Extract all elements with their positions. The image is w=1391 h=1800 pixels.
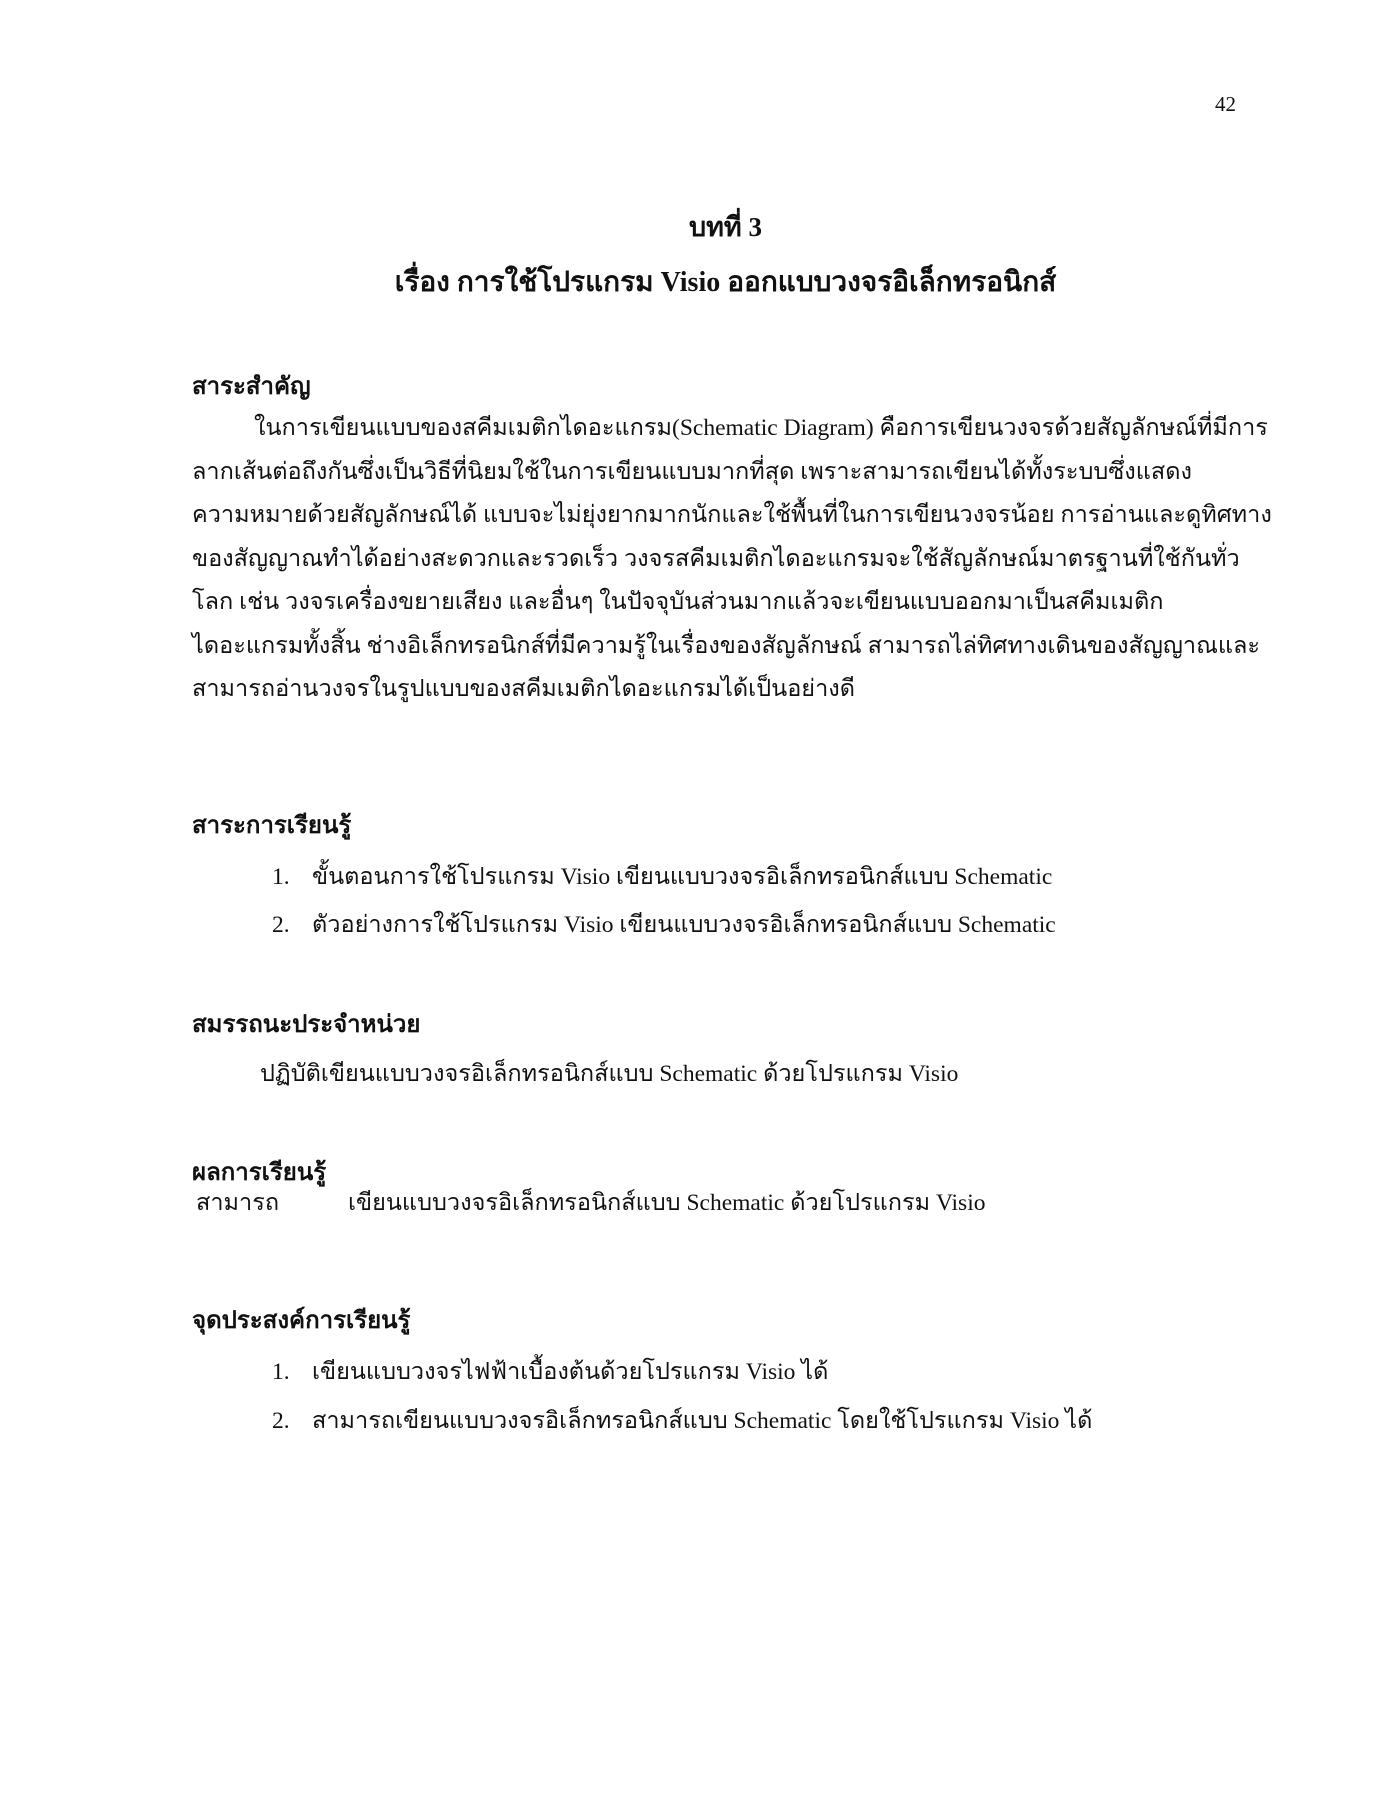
chapter-label: บทที่ 3: [689, 212, 762, 242]
key-concept-paragraph: [192, 407, 1272, 712]
learning-outcome-label: สามารถ: [196, 1190, 280, 1216]
paragraph-line: โลก เช่น วงจรเครื่องขยายเสียง และอื่นๆ ในปัจจุบันส่วนมากแล้วจะเขียนแบบออกมาเป็นสคีมเมติก: [192, 589, 1164, 615]
objective-item-2: [272, 1402, 1092, 1439]
paragraph-line: ไดอะแกรมทั้งสิ้น ช่างอิเล็กทรอนิกส์ที่มีความรู้ในเรื่องของสัญลักษณ์ สามารถไล่ทิศทางเดินของสัญญาณและ: [192, 632, 1261, 659]
chapter-title: เรื่อง การใช้โปรแกรม Visio ออกแบบวงจรอิเล็กทรอนิกส์: [394, 267, 1057, 298]
paragraph-line: ของสัญญาณทำได้อย่างสะดวกและรวดเร็ว วงจรสคีมเมติกไดอะแกรมจะใช้สัญลักษณ์มาตรฐานที่ใช้กันทั่ว: [192, 545, 1240, 572]
list-text: ขั้นตอนการใช้โปรแกรม Visio เขียนแบบวงจรอิเล็กทรอนิกส์แบบ Schematic: [312, 864, 1053, 890]
list-number: 2.: [272, 912, 290, 938]
objective-item-1: [272, 1353, 828, 1390]
list-text: เขียนแบบวงจรไฟฟ้าเบื้องต้นด้วยโปรแกรม Visio ได้: [312, 1359, 829, 1385]
objectives-heading: จุดประสงค์การเรียนรู้: [192, 1308, 411, 1334]
list-number: 2.: [272, 1408, 290, 1434]
list-text: ตัวอย่างการใช้โปรแกรม Visio เขียนแบบวงจรอิเล็กทรอนิกส์แบบ Schematic: [312, 912, 1056, 938]
paragraph-line: ความหมายด้วยสัญลักษณ์ได้ แบบจะไม่ยุ่งยากมากนักและใช้พื้นที่ในการเขียนวงจรน้อย การอ่านและดูทิศทาง: [192, 502, 1272, 528]
list-number: 1.: [272, 864, 290, 890]
learning-content-item-2: [272, 906, 1056, 943]
list-number: 1.: [272, 1359, 290, 1385]
list-text: สามารถเขียนแบบวงจรอิเล็กทรอนิกส์แบบ Schematic โดยใช้โปรแกรม Visio ได้: [312, 1408, 1093, 1434]
key-concept-heading: สาระสำคัญ: [192, 374, 311, 400]
learning-content-heading: สาระการเรียนรู้: [192, 813, 352, 839]
paragraph-line: สามารถอ่านวงจรในรูปแบบของสคีมเมติกไดอะแกรมได้เป็นอย่างดี: [192, 676, 856, 702]
paragraph-line: ในการเขียนแบบของสคีมเมติกไดอะแกรม(Schematic Diagram) คือการเขียนวงจรด้วยสัญลักษณ์ที่มีการ: [254, 415, 1268, 441]
competency-text: ปฏิบัติเขียนแบบวงจรอิเล็กทรอนิกส์แบบ Schematic ด้วยโปรแกรม Visio: [260, 1061, 959, 1087]
learning-content-item-1: [272, 858, 1052, 895]
paragraph-line: ลากเส้นต่อถึงกันซึ่งเป็นวิธีที่นิยมใช้ในการเขียนแบบมากที่สุด เพราะสามารถเขียนได้ทั้งระบบซึ่งแสดง: [192, 458, 1192, 485]
page-number: 42: [1215, 92, 1236, 116]
learning-outcome-text: เขียนแบบวงจรอิเล็กทรอนิกส์แบบ Schematic ด้วยโปรแกรม Visio: [348, 1190, 986, 1216]
learning-outcome-heading: ผลการเรียนรู้: [192, 1160, 327, 1186]
competency-heading: สมรรถนะประจำหน่วย: [192, 1012, 421, 1038]
